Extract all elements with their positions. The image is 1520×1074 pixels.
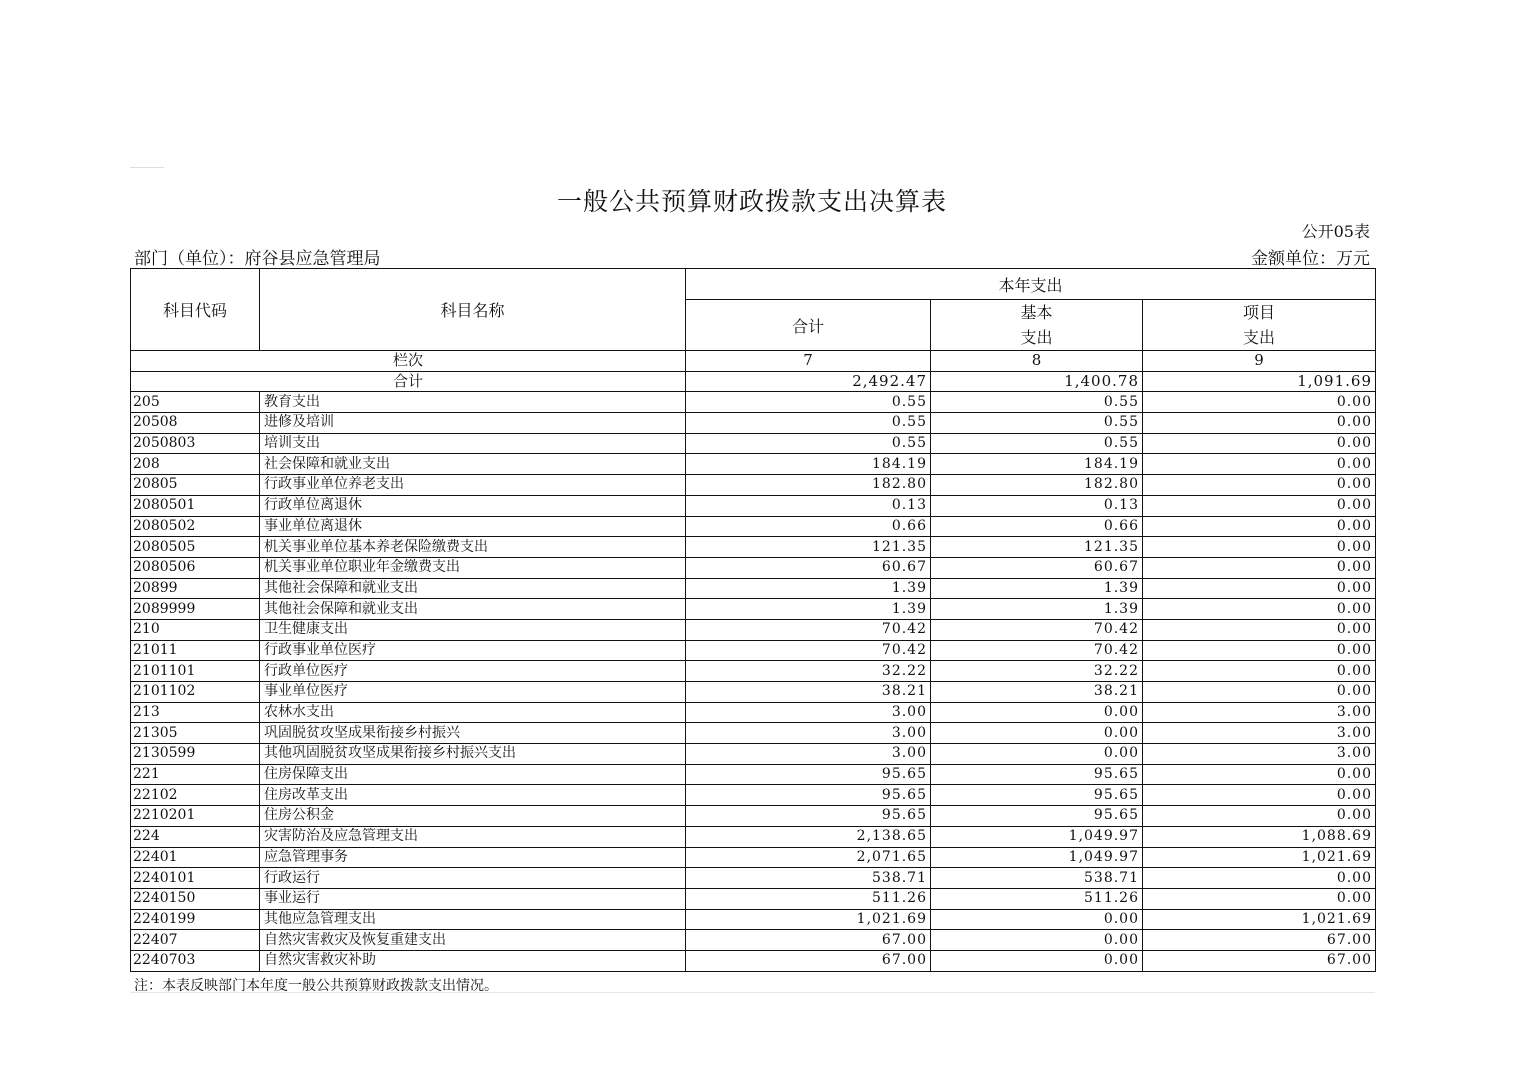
- row-name: 事业单位医疗: [260, 682, 686, 703]
- row-project: 3.00: [1143, 702, 1376, 723]
- row-name: 其他社会保障和就业支出: [260, 578, 686, 599]
- row-project: 0.00: [1143, 640, 1376, 661]
- header-basic-line2: 支出: [1020, 328, 1053, 347]
- table-row: [131, 847, 1376, 868]
- table-row: [131, 950, 1376, 971]
- row-project: 0.00: [1143, 785, 1376, 806]
- row-name: 住房保障支出: [260, 764, 686, 785]
- row-project: 0.00: [1143, 557, 1376, 578]
- row-code: 2080505: [131, 537, 260, 558]
- row-total: 95.65: [686, 806, 931, 827]
- row-basic: 70.42: [931, 640, 1143, 661]
- header-name: 科目名称: [260, 269, 686, 351]
- table-row: [131, 744, 1376, 765]
- row-total: 95.65: [686, 785, 931, 806]
- row-total: 38.21: [686, 682, 931, 703]
- row-basic: 0.00: [931, 723, 1143, 744]
- row-project: 1,021.69: [1143, 909, 1376, 930]
- row-name: 其他巩固脱贫攻坚成果衔接乡村振兴支出: [260, 744, 686, 765]
- row-total: 70.42: [686, 619, 931, 640]
- row-basic: 538.71: [931, 868, 1143, 889]
- row-name: 农林水支出: [260, 702, 686, 723]
- row-total: 3.00: [686, 744, 931, 765]
- row-code: 2080501: [131, 495, 260, 516]
- row-total: 2,138.65: [686, 826, 931, 847]
- row-project: 0.00: [1143, 619, 1376, 640]
- table-row: [131, 599, 1376, 620]
- row-basic: 32.22: [931, 661, 1143, 682]
- table-row: [131, 557, 1376, 578]
- row-project: 3.00: [1143, 744, 1376, 765]
- table-row: [131, 578, 1376, 599]
- row-project: 0.00: [1143, 599, 1376, 620]
- table-row: [131, 537, 1376, 558]
- row-code: 2101102: [131, 682, 260, 703]
- footer-divider: [130, 992, 1375, 993]
- row-basic: 0.00: [931, 702, 1143, 723]
- row-basic: 0.00: [931, 950, 1143, 971]
- table-row: [131, 661, 1376, 682]
- row-project: 0.00: [1143, 537, 1376, 558]
- row-name: 教育支出: [260, 392, 686, 413]
- header-code: 科目代码: [131, 269, 260, 351]
- column-index-row: [131, 351, 1376, 372]
- row-code: 20508: [131, 413, 260, 434]
- row-total: 70.42: [686, 640, 931, 661]
- row-name: 其他应急管理支出: [260, 909, 686, 930]
- row-code: 22401: [131, 847, 260, 868]
- row-basic: 0.55: [931, 392, 1143, 413]
- table-row: [131, 682, 1376, 703]
- row-code: 2130599: [131, 744, 260, 765]
- table-row: [131, 723, 1376, 744]
- table-row: [131, 930, 1376, 951]
- table-id-label: 公开05表: [1301, 222, 1370, 241]
- row-total: 184.19: [686, 454, 931, 475]
- row-basic: 182.80: [931, 475, 1143, 496]
- row-project: 0.00: [1143, 682, 1376, 703]
- row-code: 221: [131, 764, 260, 785]
- table-row: [131, 495, 1376, 516]
- row-code: 2101101: [131, 661, 260, 682]
- table-row: [131, 619, 1376, 640]
- table-row: [131, 516, 1376, 537]
- row-code: 213: [131, 702, 260, 723]
- table-row: [131, 702, 1376, 723]
- row-name: 培训支出: [260, 433, 686, 454]
- row-basic: 1,049.97: [931, 847, 1143, 868]
- row-basic: 1.39: [931, 578, 1143, 599]
- amount-unit-label: 金额单位：万元: [1251, 249, 1370, 269]
- row-total: 1.39: [686, 599, 931, 620]
- row-total: 32.22: [686, 661, 931, 682]
- total-amount: 2,492.47: [686, 371, 931, 392]
- row-basic: 1.39: [931, 599, 1143, 620]
- row-project: 3.00: [1143, 723, 1376, 744]
- row-basic: 184.19: [931, 454, 1143, 475]
- row-total: 60.67: [686, 557, 931, 578]
- row-basic: 0.00: [931, 744, 1143, 765]
- row-total: 3.00: [686, 723, 931, 744]
- column-index-9: 9: [1143, 351, 1376, 372]
- row-code: 20899: [131, 578, 260, 599]
- row-basic: 511.26: [931, 888, 1143, 909]
- row-code: 2080502: [131, 516, 260, 537]
- row-code: 2080506: [131, 557, 260, 578]
- row-name: 行政单位医疗: [260, 661, 686, 682]
- row-basic: 70.42: [931, 619, 1143, 640]
- row-name: 机关事业单位职业年金缴费支出: [260, 557, 686, 578]
- row-project: 0.00: [1143, 433, 1376, 454]
- header-project-line1: 项目: [1242, 303, 1275, 322]
- table-row: [131, 392, 1376, 413]
- row-name: 事业运行: [260, 888, 686, 909]
- row-basic: 1,049.97: [931, 826, 1143, 847]
- row-total: 67.00: [686, 930, 931, 951]
- total-project: 1,091.69: [1143, 371, 1376, 392]
- row-project: 0.00: [1143, 413, 1376, 434]
- row-name: 社会保障和就业支出: [260, 454, 686, 475]
- row-project: 0.00: [1143, 454, 1376, 475]
- page-title: 一般公共预算财政拨款支出决算表: [556, 187, 947, 216]
- row-total: 1.39: [686, 578, 931, 599]
- row-basic: 95.65: [931, 806, 1143, 827]
- row-code: 2210201: [131, 806, 260, 827]
- row-total: 0.66: [686, 516, 931, 537]
- row-total: 2,071.65: [686, 847, 931, 868]
- row-basic: 0.55: [931, 433, 1143, 454]
- row-name: 其他社会保障和就业支出: [260, 599, 686, 620]
- table-row: [131, 806, 1376, 827]
- row-name: 灾害防治及应急管理支出: [260, 826, 686, 847]
- row-total: 511.26: [686, 888, 931, 909]
- row-total: 0.55: [686, 392, 931, 413]
- department-label: 部门（单位）：府谷县应急管理局: [134, 249, 381, 269]
- row-name: 卫生健康支出: [260, 619, 686, 640]
- row-code: 224: [131, 826, 260, 847]
- header-project-line2: 支出: [1242, 328, 1275, 347]
- table-row: [131, 413, 1376, 434]
- column-index-7: 7: [686, 351, 931, 372]
- column-index-label: 栏次: [131, 351, 686, 372]
- row-project: 0.00: [1143, 578, 1376, 599]
- row-project: 0.00: [1143, 868, 1376, 889]
- row-project: 67.00: [1143, 950, 1376, 971]
- row-basic: 95.65: [931, 764, 1143, 785]
- row-code: 205: [131, 392, 260, 413]
- row-project: 0.00: [1143, 661, 1376, 682]
- header-basic-line1: 基本: [1020, 303, 1053, 322]
- row-name: 行政单位离退休: [260, 495, 686, 516]
- row-total: 0.55: [686, 413, 931, 434]
- row-name: 行政运行: [260, 868, 686, 889]
- header-year-spend: 本年支出: [686, 269, 1376, 300]
- table-row: [131, 868, 1376, 889]
- row-basic: 0.55: [931, 413, 1143, 434]
- row-name: 行政事业单位养老支出: [260, 475, 686, 496]
- row-code: 2050803: [131, 433, 260, 454]
- row-code: 20805: [131, 475, 260, 496]
- table-row: [131, 454, 1376, 475]
- row-total: 67.00: [686, 950, 931, 971]
- total-label: 合计: [131, 371, 686, 392]
- row-total: 182.80: [686, 475, 931, 496]
- table-row: [131, 785, 1376, 806]
- row-code: 2240101: [131, 868, 260, 889]
- row-code: 2240150: [131, 888, 260, 909]
- header-project: [1143, 300, 1376, 351]
- row-name: 住房改革支出: [260, 785, 686, 806]
- row-project: 0.00: [1143, 516, 1376, 537]
- row-basic: 0.13: [931, 495, 1143, 516]
- row-code: 22407: [131, 930, 260, 951]
- row-basic: 60.67: [931, 557, 1143, 578]
- row-basic: 0.66: [931, 516, 1143, 537]
- row-basic: 0.00: [931, 909, 1143, 930]
- row-project: 1,088.69: [1143, 826, 1376, 847]
- row-code: 2240703: [131, 950, 260, 971]
- table-row: [131, 764, 1376, 785]
- row-basic: 121.35: [931, 537, 1143, 558]
- row-name: 应急管理事务: [260, 847, 686, 868]
- total-row: [131, 371, 1376, 392]
- row-name: 进修及培训: [260, 413, 686, 434]
- row-name: 住房公积金: [260, 806, 686, 827]
- row-total: 95.65: [686, 764, 931, 785]
- row-total: 0.55: [686, 433, 931, 454]
- column-index-8: 8: [931, 351, 1143, 372]
- row-project: 1,021.69: [1143, 847, 1376, 868]
- row-basic: 95.65: [931, 785, 1143, 806]
- row-project: 0.00: [1143, 806, 1376, 827]
- row-code: 2089999: [131, 599, 260, 620]
- row-project: 0.00: [1143, 764, 1376, 785]
- row-project: 0.00: [1143, 888, 1376, 909]
- row-code: 208: [131, 454, 260, 475]
- row-basic: 0.00: [931, 930, 1143, 951]
- row-project: 0.00: [1143, 495, 1376, 516]
- table-row: [131, 826, 1376, 847]
- header-total: 合计: [686, 300, 931, 351]
- row-name: 机关事业单位基本养老保险缴费支出: [260, 537, 686, 558]
- row-code: 21011: [131, 640, 260, 661]
- row-code: 210: [131, 619, 260, 640]
- table-row: [131, 475, 1376, 496]
- row-project: 0.00: [1143, 392, 1376, 413]
- footnote: 注：本表反映部门本年度一般公共预算财政拨款支出情况。: [134, 978, 498, 994]
- row-total: 1,021.69: [686, 909, 931, 930]
- row-total: 3.00: [686, 702, 931, 723]
- header-basic: [931, 300, 1143, 351]
- row-code: 2240199: [131, 909, 260, 930]
- row-total: 0.13: [686, 495, 931, 516]
- expenditure-table: [130, 268, 1376, 972]
- row-name: 事业单位离退休: [260, 516, 686, 537]
- row-basic: 38.21: [931, 682, 1143, 703]
- table-row: [131, 433, 1376, 454]
- table-row: [131, 640, 1376, 661]
- table-row: [131, 909, 1376, 930]
- row-project: 0.00: [1143, 475, 1376, 496]
- row-code: 21305: [131, 723, 260, 744]
- row-name: 行政事业单位医疗: [260, 640, 686, 661]
- total-basic: 1,400.78: [931, 371, 1143, 392]
- row-name: 自然灾害救灾补助: [260, 950, 686, 971]
- row-name: 自然灾害救灾及恢复重建支出: [260, 930, 686, 951]
- row-total: 538.71: [686, 868, 931, 889]
- row-name: 巩固脱贫攻坚成果衔接乡村振兴: [260, 723, 686, 744]
- row-project: 67.00: [1143, 930, 1376, 951]
- table-row: [131, 888, 1376, 909]
- row-total: 121.35: [686, 537, 931, 558]
- row-code: 22102: [131, 785, 260, 806]
